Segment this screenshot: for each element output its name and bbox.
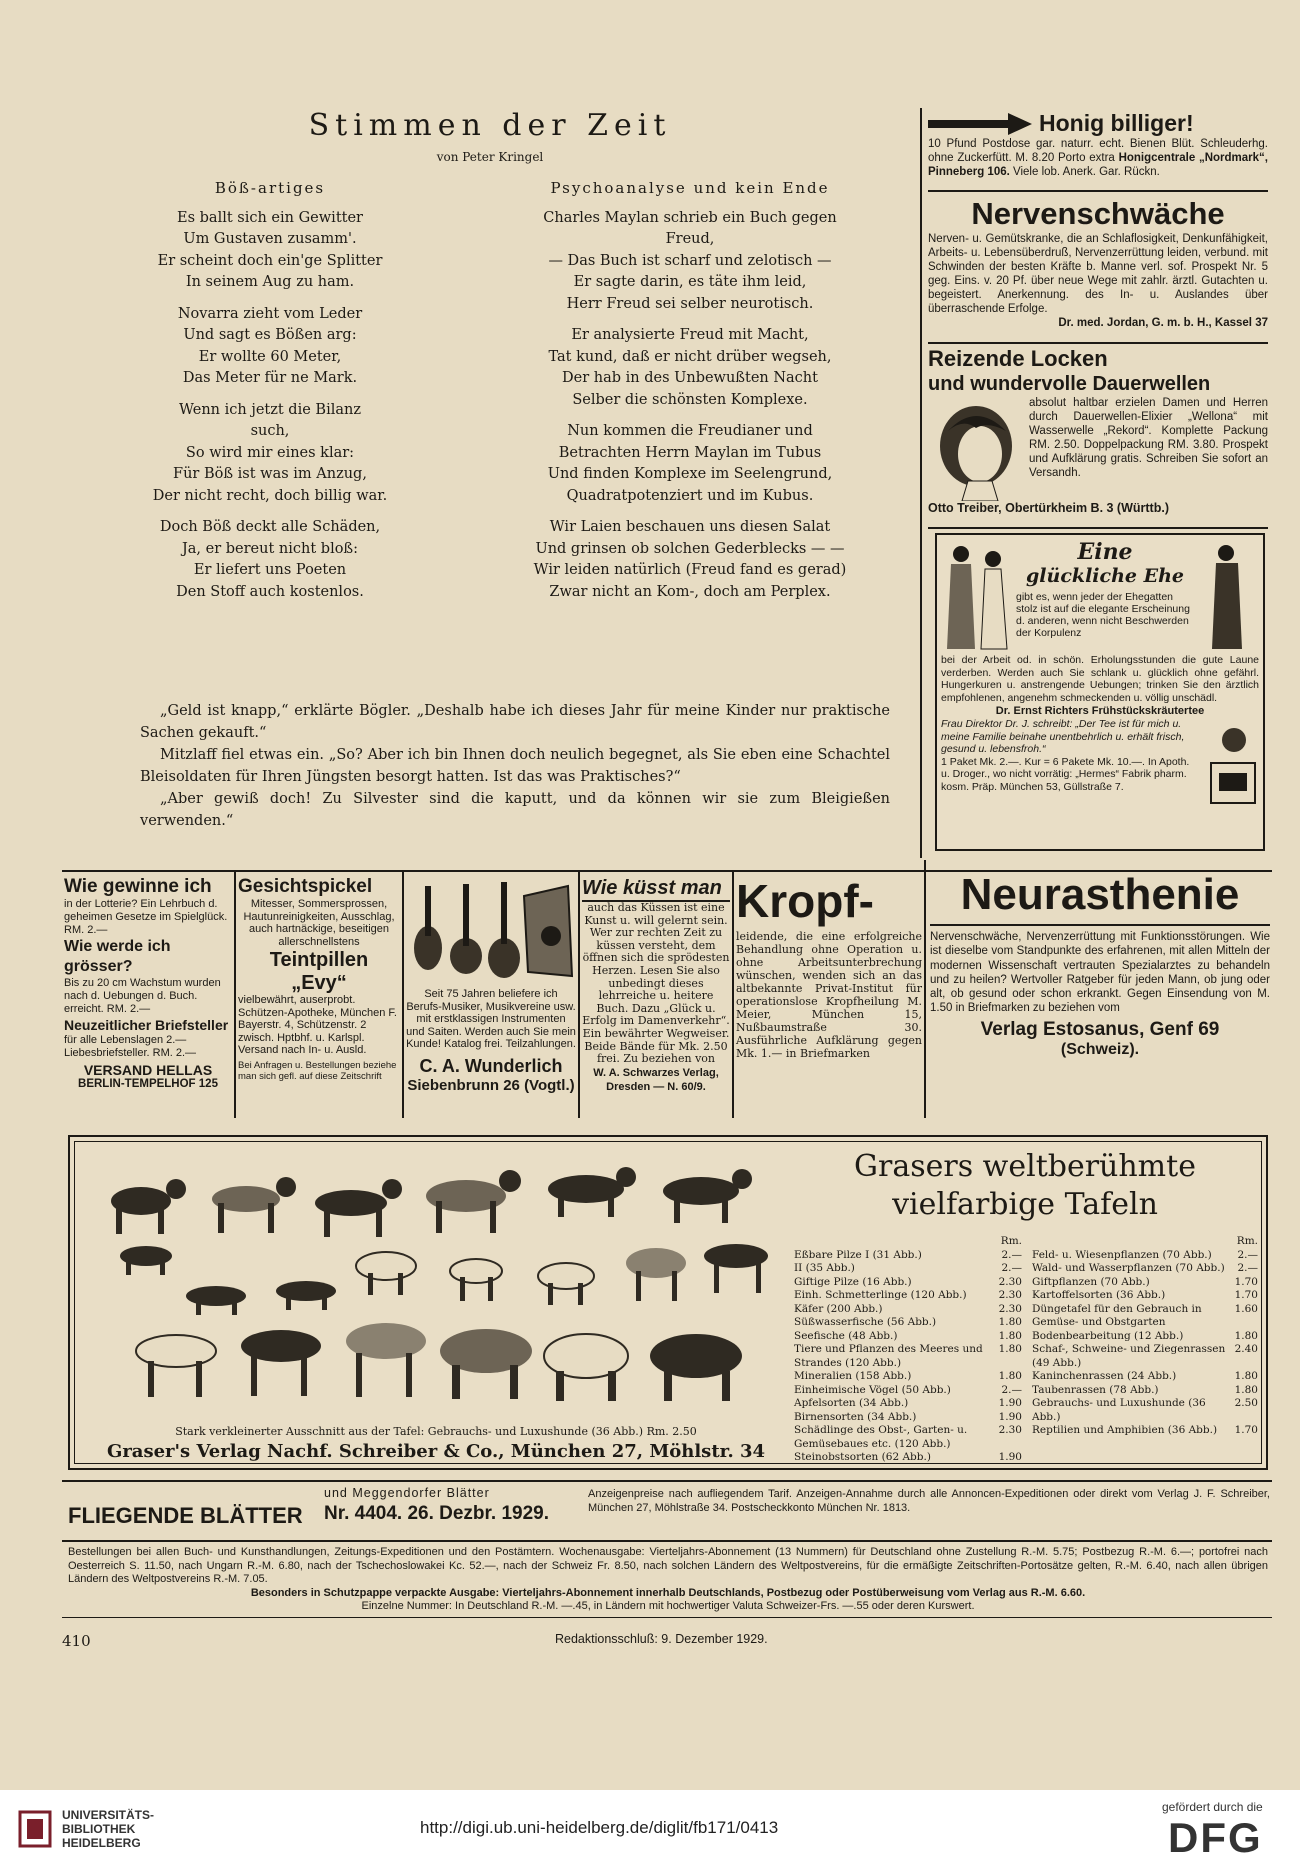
divider — [62, 1480, 1272, 1482]
anecdote-paragraph: Mitzlaff fiel etwas ein. „So? Aber ich bin Ihnen doch neulich begegnet, als Sie eben eine Schachtel Bleisoldaten für Ihren Jüngsten besorgt hatten. Ist das was Praktisches?“ — [140, 747, 890, 785]
university-seal-icon — [18, 1810, 52, 1848]
library-name-3: HEIDELBERG — [62, 1836, 141, 1850]
price-list-row — [794, 1330, 1022, 1344]
tea-package-icon — [1199, 718, 1259, 813]
poem-line: Er liefert uns Poeten — [193, 562, 347, 578]
price-list-row — [794, 1370, 1022, 1384]
subscription-info: Bestellungen bei allen Buch- und Kunsthandlungen, Zeitungs-Expeditionen und den Postämtern. Wochenausgabe: Vierteljahrs-Abonnement (13 Nummern) für Deutschland ohne Zustellung R.-M. 5.75; Postbezug R.-M. 6.—; portofrei nach Oesterreich S. 11.50, nach Ungarn R.-M. 6.80, nach der Tschechoslowakei Kc. 52.—, nach der Schweiz Fr. 8.50, nach solchen Ländern des Weltpostvereins, für die ermäßigte Zeitschriften-Portosätze gelten, R.-M. 6.40, nach allen übrigen Ländern des Weltpostvereins R.-M. 7.05. — [68, 1546, 1268, 1585]
chart-title: Giftige Pilze (16 Abb.) — [794, 1275, 912, 1288]
poem-line: In seinem Aug zu ham. — [185, 274, 355, 290]
price-list-row — [1032, 1384, 1258, 1398]
divider — [402, 872, 404, 1118]
dog-breeds-illustration — [86, 1151, 786, 1421]
honig-headline: Honig billiger! — [1039, 110, 1194, 136]
pickel-text-2: vielbewährt, auserprobt. Schützen-Apotheke, München F. Bayerstr. 4, Schützenstr. 2 zwisch. Hptbhf. u. Karlspl. Versand nach In- u. Ausld. — [238, 994, 397, 1056]
chart-title: Düngetafel für den Gebrauch in Gemüse- und Obstgarten — [1032, 1302, 1202, 1328]
chart-title: Seefische (48 Abb.) — [794, 1329, 898, 1342]
poem-line: Er analysierte Freud mit Macht, — [571, 327, 809, 343]
hellas-headline-2: Wie werde ich grösser? — [64, 938, 171, 975]
graser-title-2: vielfarbige Tafeln — [892, 1187, 1158, 1222]
price-list-row — [1032, 1276, 1258, 1290]
column-divider — [920, 108, 922, 858]
dfg-logo: DFG — [1168, 1814, 1263, 1861]
chart-title: Reptilien und Amphibien (36 Abb.) — [1032, 1424, 1218, 1436]
kropf-text: leidende, die eine erfolgreiche Behandlung ohne Operation u. ohne Arbeitsunterbrechung wünschen, wenden sich an das altbekannte Privat-Institut für operationslose Kropfheilung M. Meier, München 15, Nußbaumstraße 30. Ausführliche Aufklärung gegen Mk. 1.— in Briefmarken — [736, 930, 922, 1060]
single-issue-price: Einzelne Nummer: In Deutschland R.-M. —.45, in Ländern mit hochwertiger Valuta Schweizer-Frs. —.55 oder deren Kurswert. — [361, 1600, 975, 1612]
divider — [928, 190, 1268, 192]
ad-teintpillen — [238, 876, 400, 1116]
poem-right-title: Psychoanalyse und kein Ende — [550, 179, 830, 197]
hellas-headline-3: Neuzeitlicher Briefsteller — [64, 1017, 229, 1033]
price-list-row — [1032, 1249, 1258, 1263]
magazine-title: FLIEGENDE BLÄTTER — [68, 1503, 303, 1528]
neurasthenie-headline: Neurasthenie — [960, 870, 1240, 919]
kropf-headline: Kropf- — [736, 875, 874, 927]
hellas-text-3: für alle Lebenslagen 2.— Liebesbriefsteller. RM. 2.— — [64, 1034, 197, 1059]
kuessen-text: auch das Küssen ist eine Kunst u. will gelernt sein. Wer zur rechten Zeit zu küssen versteht, dem öffnen sich die sprödesten Herzen. Lesen Sie also unbedingt dieses lehrreiche u. heitere Buch. Dazu „Glück u. Erfolg im Damenverkehr“. Ein bewährter Wegweiser. Beide Bände für Mk. 2.50 frei. Zu beziehen von — [582, 901, 730, 1066]
chart-price: 1.80 — [998, 1370, 1022, 1382]
hellas-text-1: in der Lotterie? Ein Lehrbuch d. geheimen Gesetze im Spielglück. RM. 2.— — [64, 898, 228, 936]
chart-title: Käfer (200 Abb.) — [794, 1302, 883, 1315]
chart-price: 2.40 — [1234, 1343, 1258, 1355]
chart-price: 1.90 — [998, 1397, 1022, 1409]
poem-line: Freud, — [665, 231, 715, 247]
special-edition-info: Besonders in Schutzpappe verpackte Ausgabe: Vierteljahrs-Abonnement innerhalb Deutschlands, Postbezug oder Postüberweisung vom Verlag aus R.-M. 6.60. — [250, 1587, 1086, 1599]
neurasthenie-sender-1: Verlag Estosanus, Genf 69 — [980, 1018, 1220, 1040]
poem-line: Das Meter für ne Mark. — [182, 370, 358, 386]
poem-line: Zwar nicht an Kom-, doch am Perplex. — [549, 583, 831, 600]
poem-line: Selber die schönsten Komplexe. — [572, 391, 808, 408]
pickel-text-1: Mitesser, Sommersprossen, Hautunreinigkeiten, Ausschlag, auch hartnäckige, beseitigen allerschnellstens — [243, 898, 395, 948]
ehe-text-1: gibt es, wenn jeder der Ehegatten stolz ist auf die elegante Erscheinung d. anderen, wenn nicht Beschwerden der Korpulenz — [1016, 591, 1190, 639]
locken-headline-1: Reizende Locken — [928, 346, 1108, 371]
price-list-row — [794, 1276, 1022, 1290]
chart-price: 1.80 — [998, 1316, 1022, 1328]
figure-illustration-icon — [1194, 539, 1259, 654]
chart-price: 1.90 — [998, 1451, 1022, 1463]
ehe-product: Dr. Ernst Richters Frühstückskräutertee — [995, 705, 1205, 717]
chart-title: Gebrauchs- und Luxushunde (36 Abb.) — [1032, 1397, 1206, 1423]
chart-title: Mineralien (158 Abb.) — [794, 1370, 912, 1382]
chart-title: Steinobstsorten (62 Abb.) — [794, 1451, 931, 1463]
ehe-text-3: 1 Paket Mk. 2.—. Kur = 6 Pakete Mk. 10.—. In Apoth. u. Droger., wo nicht vorrätig: „Hermes“ Fabrik pharm. kosm. Präp. München 53, Güllstraße 7. — [941, 755, 1190, 793]
chart-title: Giftpflanzen (70 Abb.) — [1032, 1275, 1150, 1288]
graser-publisher: Graser's Verlag Nachf. Schreiber & Co., München 27, Möhlstr. 34 — [106, 1441, 766, 1462]
arrow-right-icon — [928, 111, 1033, 137]
chart-price: 2.— — [1001, 1248, 1022, 1261]
poem-author: von Peter Kringel — [436, 150, 544, 164]
poem-line: Er sagte darin, es täte ihm leid, — [573, 274, 807, 290]
poem-right-column — [490, 178, 890, 603]
graser-list-left — [794, 1235, 1022, 1465]
anecdote-paragraph: „Geld ist knapp,“ erklärte Bögler. „Deshalb habe ich dieses Jahr für meine Kinder nur praktische Sachen gekauft.“ — [140, 703, 890, 741]
ehe-quote: Frau Direktor Dr. J. schreibt: „Der Tee ist für mich u. meine Familie beinahe unentbehrlich u. erhält frisch, gesund u. lebensfroh.“ — [941, 718, 1185, 755]
price-list-row — [1032, 1370, 1258, 1384]
divider — [924, 860, 926, 1118]
price-list-row — [794, 1424, 1022, 1451]
divider — [62, 1540, 1272, 1542]
chart-price: 1.80 — [1234, 1370, 1258, 1382]
honig-sender: Honigcentrale „Nordmark“, Pinneberg 106. — [928, 152, 1268, 178]
divider — [732, 872, 734, 1118]
nerven-text: Nerven- u. Gemütskranke, die an Schlaflosigkeit, Denkunfähigkeit, Arbeits- u. Lebensüberdruß, Nervenzerrüttung leiden, verbund. mit Schwinden der besten Kräfte b. Manne verl. sof. Prospekt Nr. 5 geg. Eins. v. 20 Pf. über neue Wege mit zahlr. ärztl. Gutachten u. begeistert. Anerkennung. des In- u. Auslandes über überraschende Erfolge. — [928, 233, 1268, 315]
poem-line: Er wollte 60 Meter, — [198, 348, 342, 365]
chart-title: II (35 Abb.) — [794, 1262, 855, 1274]
price-list-row — [794, 1289, 1022, 1303]
poem-line: Er scheint doch ein'ge Splitter — [157, 252, 383, 269]
hellas-text-2: Bis zu 20 cm Wachstum wurden nach d. Uebungen d. Buch. erreicht. RM. 2.— — [64, 977, 221, 1015]
editorial-deadline: Redaktionsschluß: 9. Dezember 1929. — [555, 1632, 768, 1646]
poem-line: Doch Böß deckt alle Schäden, — [159, 519, 381, 535]
chart-price: 1.70 — [1234, 1275, 1258, 1288]
ad-neurasthenie — [930, 868, 1270, 1118]
poem-line: Quadratpotenziert und im Kubus. — [566, 487, 814, 504]
poem-line: Wir Laien beschauen uns diesen Salat — [549, 519, 831, 535]
anecdote-paragraph: „Aber gewiß doch! Zu Silvester sind die kaputt, und da können wir sie zum Bleigießen verwenden.“ — [140, 791, 890, 829]
poem-line: Charles Maylan schrieb ein Buch gegen — [543, 209, 837, 226]
graser-title-1: Grasers weltberühmte — [854, 1149, 1196, 1184]
hellas-sender-2: BERLIN-TEMPELHOF 125 — [78, 1078, 218, 1090]
price-list-row — [1032, 1424, 1258, 1438]
price-list-row — [794, 1411, 1022, 1425]
poem-line: Es ballt sich ein Gewitter — [177, 209, 363, 226]
poem-line: Wir leiden natürlich (Freud fand es gerad) — [533, 562, 847, 578]
chart-price: 2.— — [1237, 1262, 1258, 1274]
poem-title: Stimmen der Zeit — [308, 108, 672, 143]
magazine-subtitle: und Meggendorfer Blätter — [324, 1486, 490, 1500]
price-list-row — [1032, 1330, 1258, 1344]
wunderlich-sender-1: C. A. Wunderlich — [419, 1055, 563, 1076]
ehe-headline-1: Eine — [1077, 539, 1133, 565]
chart-title: Wald- und Wasserpflanzen (70 Abb.) — [1032, 1262, 1225, 1274]
chart-price: 1.90 — [998, 1410, 1022, 1423]
chart-title: Kaninchenrassen (24 Abb.) — [1032, 1370, 1177, 1382]
chart-title: Tiere und Pflanzen des Meeres und Strandes (120 Abb.) — [794, 1343, 983, 1369]
price-list-row — [1032, 1289, 1258, 1303]
price-list-row — [794, 1316, 1022, 1330]
poem-line: Novarra zieht vom Leder — [177, 305, 363, 322]
poem-line: Tat kund, daß er nicht drüber wegseh, — [548, 348, 832, 365]
ehe-headline-2: glückliche Ehe — [1026, 565, 1184, 587]
honig-text: 10 Pfund Postdose gar. naturr. echt. Bienen Blüt. Schleuderhg. ohne Zuckerfütt. M. 8.20 Porto extra — [928, 138, 1268, 164]
chart-title: Apfelsorten (34 Abb.) — [794, 1397, 909, 1409]
graser-list-right — [1032, 1235, 1258, 1438]
chart-title: Einheimische Vögel (50 Abb.) — [794, 1383, 951, 1396]
price-list-row — [794, 1384, 1022, 1398]
woman-portrait-icon — [928, 396, 1023, 501]
wunderlich-sender-2: Siebenbrunn 26 (Vogtl.) — [407, 1076, 575, 1094]
divider — [928, 342, 1268, 344]
price-list-row — [794, 1249, 1022, 1263]
chart-price: 1.80 — [1234, 1383, 1258, 1396]
honig-tail: Viele lob. Anerk. Gar. Rückn. — [1013, 166, 1160, 178]
chart-price: 2.— — [1001, 1262, 1022, 1274]
price-list-row — [1032, 1397, 1258, 1424]
rm-heading: Rm. — [1000, 1235, 1022, 1247]
chart-title: Bodenbearbeitung (12 Abb.) — [1032, 1329, 1184, 1342]
poem-line: Den Stoff auch kostenlos. — [176, 583, 364, 600]
library-name-1: UNIVERSITÄTS- — [62, 1808, 155, 1822]
chart-title: Kartoffelsorten (36 Abb.) — [1032, 1289, 1166, 1301]
poem-left-column — [150, 178, 390, 603]
divider — [930, 924, 1270, 926]
chart-price: 1.80 — [998, 1329, 1022, 1342]
chart-price: 2.— — [1001, 1383, 1022, 1396]
ad-glueckliche-ehe — [935, 533, 1265, 851]
pickel-brand: „Evy“ — [291, 972, 347, 994]
ad-wie-kuesst-man — [582, 876, 730, 1116]
chart-price: 1.80 — [998, 1343, 1022, 1355]
chart-title: Birnensorten (34 Abb.) — [794, 1410, 917, 1423]
price-list-row — [794, 1397, 1022, 1411]
kuessen-sender: W. A. Schwarzes Verlag, Dresden — N. 60/9. — [593, 1066, 719, 1093]
pickel-headline: Gesichtspickel — [238, 876, 373, 897]
rm-heading: Rm. — [1236, 1235, 1258, 1247]
divider — [928, 527, 1268, 529]
library-name-2: BIBLIOTHEK — [62, 1822, 136, 1836]
ad-rates-notice: Anzeigenpreise nach aufliegendem Tarif. Anzeigen-Annahme durch alle Annoncen-Expeditionen oder direkt vom Verlag J. F. Schreiber, München 27, Möhlstraße 34. Postscheckkonto München Nr. 1813. — [588, 1488, 1270, 1514]
pickel-product: Teintpillen — [269, 949, 369, 971]
locken-headline-2: und wundervolle Dauerwellen — [928, 373, 1211, 395]
graser-caption: Stark verkleinerter Ausschnitt aus der Tafel: Gebrauchs- und Luxushunde (36 Abb.) Rm. 2.50 — [175, 1425, 697, 1438]
ad-wunderlich — [406, 876, 576, 1116]
chart-title: Feld- u. Wiesenpflanzen (70 Abb.) — [1032, 1248, 1212, 1261]
wunderlich-text: Seit 75 Jahren beliefere ich Berufs-Musiker, Musikvereine usw. mit erstklassigen Instrumenten und Saiten. Werden auch Sie mein Kunde! Katalog frei. Teilzahlungen. — [406, 988, 576, 1050]
nerven-sender: Dr. med. Jordan, G. m. b. H., Kassel 37 — [1058, 317, 1268, 329]
poem-line: Nun kommen die Freudianer und — [567, 423, 813, 439]
ad-graser-tafeln — [68, 1135, 1268, 1470]
poem-line: Für Böß ist was im Anzug, — [173, 466, 367, 482]
price-list-row — [1032, 1303, 1258, 1330]
digital-library-bar — [0, 1790, 1300, 1869]
poem-line: Der nicht recht, doch billig war. — [152, 487, 388, 504]
couple-illustration-icon — [941, 539, 1016, 654]
price-list-row — [794, 1343, 1022, 1370]
ad-locken — [928, 346, 1268, 526]
chart-title: Schaf-, Schweine- und Ziegenrassen (49 Abb.) — [1032, 1343, 1226, 1369]
poem-line: Der hab in des Unbewußten Nacht — [562, 370, 818, 386]
divider — [62, 1617, 1272, 1618]
anecdote — [140, 700, 890, 832]
poem-line: Ja, er bereut nicht bloß: — [181, 540, 359, 557]
divider — [234, 872, 236, 1118]
chart-price: 2.30 — [998, 1302, 1022, 1315]
price-list-row — [1032, 1262, 1258, 1276]
price-list-row — [794, 1451, 1022, 1465]
chart-price: 1.70 — [1234, 1289, 1258, 1301]
price-list-row — [1032, 1343, 1258, 1370]
poem-line: Wenn ich jetzt die Bilanz — [179, 401, 361, 418]
chart-price: 1.80 — [1234, 1329, 1258, 1342]
ad-nervenschwaeche — [928, 196, 1268, 346]
poem-line: Und sagt es Bößen arg: — [183, 327, 357, 343]
ad-kropf — [736, 876, 922, 1116]
chart-price: 2.30 — [998, 1289, 1022, 1301]
neurasthenie-text: Nervenschwäche, Nervenzerrüttung mit Funktionsstörungen. Wie ist dieselbe vom Standpunkte des erfahrenen, mit allen Mitteln der modernen Wissenschaft vertrauten Spezialarztes zu behandeln und zu heilen? Wertvoller Ratgeber für jeden Mann, ob jung oder alt, ob gesund oder schon erkrankt. Gegen Einsendung von M. 1.50 in Briefmarken zu beziehen vom — [930, 931, 1270, 1015]
poem-line: Und finden Komplexe im Seelengrund, — [547, 466, 833, 482]
pickel-note: Bei Anfragen u. Bestellungen beziehe man sich gefl. auf diese Zeitschrift — [238, 1059, 397, 1082]
chart-price: 1.70 — [1234, 1424, 1258, 1436]
price-list-row — [794, 1303, 1022, 1317]
ehe-text-2: bei der Arbeit od. in schön. Erholungsstunden die gute Laune verderben. Werden auch Sie schlank u. glücklich ohne gefährl. Hungerkuren u. anstrengende Uebungen; trinken Sie den ärztlich empfohlenen, angenehm schmeckenden u. völlig unschädl. — [941, 654, 1259, 704]
chart-price: 2.30 — [998, 1275, 1022, 1288]
poem-line: Und grinsen ob solchen Gederblecks — — — [535, 540, 845, 557]
poem-line: — Das Buch ist scharf und zelotisch — — [548, 252, 832, 269]
chart-title: Schädlinge des Obst-, Garten- u. Gemüsebaues etc. (120 Abb.) — [794, 1424, 968, 1450]
musical-instruments-icon — [406, 876, 576, 984]
chart-price: 2.50 — [1234, 1397, 1258, 1409]
chart-title: Süßwasserfische (56 Abb.) — [794, 1316, 937, 1328]
poem-line: Herr Freud sei selber neurotisch. — [566, 295, 814, 312]
chart-price: 2.— — [1237, 1248, 1258, 1261]
locken-text: absolut haltbar erzielen Damen und Herren durch Dauerwellen-Elixier „Wellona“ mit Wasserwelle „Rekord“. Komplette Packung RM. 2.50. Doppelpackung RM. 3.80. Prospekt und Aufklärung gratis. Schreiben Sie sofort an Versandh. — [1029, 397, 1268, 479]
nerven-headline: Nervenschwäche — [971, 196, 1225, 231]
chart-price: 2.30 — [998, 1424, 1022, 1436]
chart-title: Einh. Schmetterlinge (120 Abb.) — [794, 1289, 967, 1301]
permalink-url[interactable]: http://digi.ub.uni-heidelberg.de/diglit/fb171/0413 — [420, 1818, 779, 1837]
neurasthenie-sender-2: (Schweiz). — [1060, 1040, 1140, 1058]
hellas-sender-1: VERSAND HELLAS — [83, 1062, 213, 1078]
chart-title: Taubenrassen (78 Abb.) — [1032, 1383, 1159, 1396]
issue-number: Nr. 4404. 26. Dezbr. 1929. — [324, 1503, 549, 1524]
funding-label: gefördert durch die — [1162, 1800, 1263, 1814]
locken-sender: Otto Treiber, Obertürkheim B. 3 (Württb.) — [928, 501, 1169, 515]
poem-line: such, — [250, 423, 290, 439]
kuessen-headline: Wie küsst man — [582, 876, 730, 902]
divider — [578, 872, 580, 1118]
page-number: 410 — [62, 1632, 91, 1650]
chart-price: 1.60 — [1234, 1302, 1258, 1315]
poem-left-title: Böß-artiges — [214, 179, 326, 197]
chart-title: Eßbare Pilze I (31 Abb.) — [794, 1248, 922, 1261]
ad-versand-hellas — [64, 876, 232, 1116]
poem-line: Um Gustaven zusamm'. — [183, 231, 357, 247]
poem-line: So wird mir eines klar: — [185, 444, 355, 461]
hellas-headline-1: Wie gewinne ich — [64, 876, 212, 897]
price-list-row — [794, 1262, 1022, 1276]
poem-line: Betrachten Herrn Maylan im Tubus — [558, 444, 822, 461]
